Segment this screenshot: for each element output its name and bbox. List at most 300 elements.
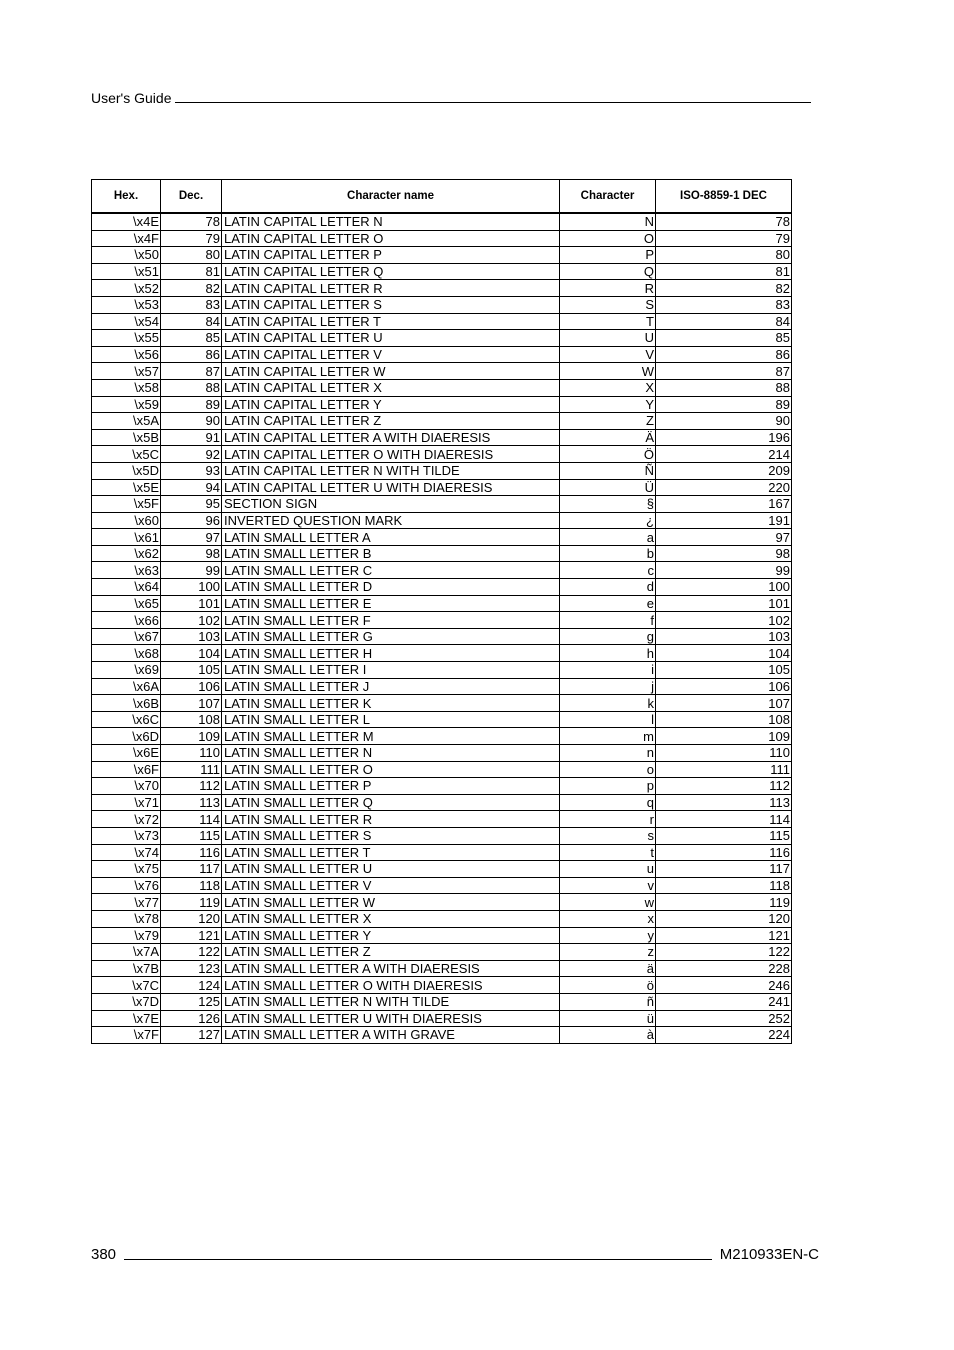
cell-iso-dec: 81	[656, 263, 792, 280]
cell-character-name: LATIN SMALL LETTER N WITH TILDE	[222, 993, 560, 1010]
cell-character: s	[560, 827, 656, 844]
cell-iso-dec: 101	[656, 595, 792, 612]
cell-dec: 103	[161, 628, 222, 645]
cell-character: k	[560, 695, 656, 712]
cell-hex: \x7A	[92, 944, 161, 961]
cell-hex: \x7C	[92, 977, 161, 994]
cell-character: p	[560, 778, 656, 795]
cell-character-name: LATIN SMALL LETTER S	[222, 827, 560, 844]
cell-hex: \x76	[92, 877, 161, 894]
cell-dec: 87	[161, 363, 222, 380]
cell-character: ö	[560, 977, 656, 994]
table-row	[92, 429, 792, 446]
cell-character: Q	[560, 263, 656, 280]
cell-character-name: LATIN SMALL LETTER A	[222, 529, 560, 546]
cell-iso-dec: 167	[656, 496, 792, 513]
cell-character: q	[560, 794, 656, 811]
cell-character: l	[560, 711, 656, 728]
table-row	[92, 745, 792, 762]
cell-character: t	[560, 844, 656, 861]
cell-iso-dec: 220	[656, 479, 792, 496]
cell-character-name: LATIN CAPITAL LETTER O WITH DIAERESIS	[222, 446, 560, 463]
cell-dec: 98	[161, 545, 222, 562]
cell-iso-dec: 98	[656, 545, 792, 562]
cell-character-name: LATIN SMALL LETTER N	[222, 745, 560, 762]
cell-character-name: LATIN CAPITAL LETTER W	[222, 363, 560, 380]
cell-hex: \x66	[92, 612, 161, 629]
table-row	[92, 595, 792, 612]
cell-character: Ä	[560, 429, 656, 446]
cell-character: ¿	[560, 512, 656, 529]
cell-character: b	[560, 545, 656, 562]
cell-dec: 96	[161, 512, 222, 529]
table-row	[92, 529, 792, 546]
cell-character-name: LATIN SMALL LETTER A WITH DIAERESIS	[222, 960, 560, 977]
table-row	[92, 462, 792, 479]
cell-iso-dec: 121	[656, 927, 792, 944]
cell-hex: \x62	[92, 545, 161, 562]
cell-iso-dec: 105	[656, 662, 792, 679]
cell-dec: 105	[161, 662, 222, 679]
cell-iso-dec: 252	[656, 1010, 792, 1027]
table-row	[92, 794, 792, 811]
cell-character-name: LATIN CAPITAL LETTER Y	[222, 396, 560, 413]
cell-character: n	[560, 745, 656, 762]
header-title: User's Guide	[91, 90, 172, 106]
cell-dec: 84	[161, 313, 222, 330]
cell-hex: \x7B	[92, 960, 161, 977]
cell-hex: \x53	[92, 296, 161, 313]
character-table	[91, 179, 792, 1044]
cell-hex: \x54	[92, 313, 161, 330]
table-row	[92, 628, 792, 645]
cell-dec: 78	[161, 213, 222, 230]
cell-character: a	[560, 529, 656, 546]
cell-character-name: LATIN CAPITAL LETTER Z	[222, 413, 560, 430]
cell-hex: \x52	[92, 280, 161, 297]
table-row	[92, 263, 792, 280]
cell-iso-dec: 107	[656, 695, 792, 712]
table-row	[92, 662, 792, 679]
cell-hex: \x58	[92, 379, 161, 396]
cell-character-name: LATIN CAPITAL LETTER T	[222, 313, 560, 330]
cell-hex: \x77	[92, 894, 161, 911]
table-row	[92, 778, 792, 795]
cell-character-name: LATIN SMALL LETTER I	[222, 662, 560, 679]
cell-hex: \x7F	[92, 1027, 161, 1044]
cell-character: i	[560, 662, 656, 679]
cell-hex: \x73	[92, 827, 161, 844]
cell-hex: \x56	[92, 346, 161, 363]
cell-character: z	[560, 944, 656, 961]
cell-character: S	[560, 296, 656, 313]
cell-character: Z	[560, 413, 656, 430]
cell-hex: \x7E	[92, 1010, 161, 1027]
cell-character-name: LATIN SMALL LETTER O	[222, 761, 560, 778]
cell-character: P	[560, 247, 656, 264]
table-row	[92, 711, 792, 728]
table-row	[92, 960, 792, 977]
cell-hex: \x51	[92, 263, 161, 280]
cell-dec: 113	[161, 794, 222, 811]
cell-character: V	[560, 346, 656, 363]
cell-dec: 107	[161, 695, 222, 712]
document-code: M210933EN-C	[719, 1246, 819, 1263]
cell-iso-dec: 114	[656, 811, 792, 828]
cell-iso-dec: 103	[656, 628, 792, 645]
cell-hex: \x7D	[92, 993, 161, 1010]
cell-hex: \x6A	[92, 678, 161, 695]
cell-character: Ü	[560, 479, 656, 496]
cell-iso-dec: 110	[656, 745, 792, 762]
cell-character: X	[560, 379, 656, 396]
cell-character-name: LATIN CAPITAL LETTER V	[222, 346, 560, 363]
table-header-row	[92, 180, 792, 214]
table-row	[92, 811, 792, 828]
table-row	[92, 944, 792, 961]
cell-character-name: LATIN SMALL LETTER G	[222, 628, 560, 645]
cell-iso-dec: 118	[656, 877, 792, 894]
cell-dec: 121	[161, 927, 222, 944]
cell-iso-dec: 88	[656, 379, 792, 396]
cell-dec: 83	[161, 296, 222, 313]
cell-iso-dec: 86	[656, 346, 792, 363]
cell-hex: \x75	[92, 861, 161, 878]
table-row	[92, 579, 792, 596]
table-row	[92, 910, 792, 927]
cell-hex: \x4E	[92, 213, 161, 230]
table-row	[92, 1010, 792, 1027]
cell-iso-dec: 209	[656, 462, 792, 479]
cell-iso-dec: 112	[656, 778, 792, 795]
cell-dec: 94	[161, 479, 222, 496]
cell-hex: \x5B	[92, 429, 161, 446]
cell-dec: 104	[161, 645, 222, 662]
column-header-character: Character	[560, 180, 656, 214]
cell-character: h	[560, 645, 656, 662]
cell-dec: 93	[161, 462, 222, 479]
cell-hex: \x5D	[92, 462, 161, 479]
cell-dec: 82	[161, 280, 222, 297]
cell-hex: \x5F	[92, 496, 161, 513]
table-row	[92, 280, 792, 297]
table-row	[92, 496, 792, 513]
cell-character: à	[560, 1027, 656, 1044]
page-footer	[91, 1243, 819, 1263]
cell-iso-dec: 85	[656, 330, 792, 347]
cell-dec: 111	[161, 761, 222, 778]
cell-character-name: LATIN SMALL LETTER F	[222, 612, 560, 629]
cell-hex: \x57	[92, 363, 161, 380]
cell-character: §	[560, 496, 656, 513]
cell-hex: \x78	[92, 910, 161, 927]
cell-character-name: SECTION SIGN	[222, 496, 560, 513]
cell-character: o	[560, 761, 656, 778]
table-row	[92, 512, 792, 529]
page-number: 380	[91, 1246, 117, 1263]
cell-iso-dec: 102	[656, 612, 792, 629]
cell-dec: 101	[161, 595, 222, 612]
cell-hex: \x60	[92, 512, 161, 529]
cell-iso-dec: 113	[656, 794, 792, 811]
cell-character: N	[560, 213, 656, 230]
cell-dec: 123	[161, 960, 222, 977]
table-row	[92, 379, 792, 396]
column-header-hex: Hex.	[92, 180, 161, 214]
cell-hex: \x5E	[92, 479, 161, 496]
cell-dec: 109	[161, 728, 222, 745]
table-row	[92, 612, 792, 629]
table-body	[92, 213, 792, 1043]
cell-iso-dec: 100	[656, 579, 792, 596]
column-header-iso-dec: ISO-8859-1 DEC	[656, 180, 792, 214]
cell-dec: 92	[161, 446, 222, 463]
cell-dec: 125	[161, 993, 222, 1010]
cell-dec: 100	[161, 579, 222, 596]
table-row	[92, 247, 792, 264]
table-row	[92, 363, 792, 380]
cell-character-name: INVERTED QUESTION MARK	[222, 512, 560, 529]
cell-character: w	[560, 894, 656, 911]
cell-character: x	[560, 910, 656, 927]
cell-character-name: LATIN CAPITAL LETTER A WITH DIAERESIS	[222, 429, 560, 446]
cell-iso-dec: 122	[656, 944, 792, 961]
cell-hex: \x59	[92, 396, 161, 413]
cell-character-name: LATIN CAPITAL LETTER N	[222, 213, 560, 230]
cell-dec: 102	[161, 612, 222, 629]
table-row	[92, 346, 792, 363]
cell-dec: 124	[161, 977, 222, 994]
cell-dec: 108	[161, 711, 222, 728]
cell-character: v	[560, 877, 656, 894]
table-row	[92, 894, 792, 911]
cell-iso-dec: 214	[656, 446, 792, 463]
cell-iso-dec: 246	[656, 977, 792, 994]
cell-hex: \x70	[92, 778, 161, 795]
cell-iso-dec: 117	[656, 861, 792, 878]
cell-character: ñ	[560, 993, 656, 1010]
cell-character-name: LATIN SMALL LETTER Z	[222, 944, 560, 961]
cell-dec: 81	[161, 263, 222, 280]
cell-dec: 122	[161, 944, 222, 961]
cell-character-name: LATIN SMALL LETTER C	[222, 562, 560, 579]
cell-character-name: LATIN SMALL LETTER R	[222, 811, 560, 828]
cell-hex: \x55	[92, 330, 161, 347]
table-row	[92, 446, 792, 463]
cell-iso-dec: 191	[656, 512, 792, 529]
cell-dec: 90	[161, 413, 222, 430]
cell-hex: \x5A	[92, 413, 161, 430]
table-row	[92, 861, 792, 878]
cell-character-name: LATIN CAPITAL LETTER N WITH TILDE	[222, 462, 560, 479]
cell-iso-dec: 79	[656, 230, 792, 247]
cell-iso-dec: 241	[656, 993, 792, 1010]
column-header-character-name: Character name	[222, 180, 560, 214]
cell-character: y	[560, 927, 656, 944]
cell-character: W	[560, 363, 656, 380]
cell-character-name: LATIN SMALL LETTER A WITH GRAVE	[222, 1027, 560, 1044]
cell-iso-dec: 104	[656, 645, 792, 662]
table-row	[92, 296, 792, 313]
cell-character: O	[560, 230, 656, 247]
cell-character: m	[560, 728, 656, 745]
cell-character-name: LATIN CAPITAL LETTER O	[222, 230, 560, 247]
cell-hex: \x6E	[92, 745, 161, 762]
cell-dec: 106	[161, 678, 222, 695]
cell-character-name: LATIN SMALL LETTER W	[222, 894, 560, 911]
cell-hex: \x67	[92, 628, 161, 645]
cell-character-name: LATIN CAPITAL LETTER S	[222, 296, 560, 313]
table-row	[92, 213, 792, 230]
cell-character: Y	[560, 396, 656, 413]
table-row	[92, 678, 792, 695]
cell-character-name: LATIN SMALL LETTER H	[222, 645, 560, 662]
table-row	[92, 396, 792, 413]
cell-hex: \x5C	[92, 446, 161, 463]
cell-iso-dec: 90	[656, 413, 792, 430]
cell-iso-dec: 99	[656, 562, 792, 579]
cell-iso-dec: 116	[656, 844, 792, 861]
cell-dec: 118	[161, 877, 222, 894]
cell-dec: 115	[161, 827, 222, 844]
table-row	[92, 761, 792, 778]
table-row	[92, 313, 792, 330]
cell-dec: 117	[161, 861, 222, 878]
cell-character-name: LATIN SMALL LETTER O WITH DIAERESIS	[222, 977, 560, 994]
cell-dec: 120	[161, 910, 222, 927]
table-row	[92, 993, 792, 1010]
cell-character-name: LATIN SMALL LETTER Q	[222, 794, 560, 811]
cell-iso-dec: 106	[656, 678, 792, 695]
cell-character: c	[560, 562, 656, 579]
cell-dec: 126	[161, 1010, 222, 1027]
cell-hex: \x4F	[92, 230, 161, 247]
table-row	[92, 330, 792, 347]
cell-iso-dec: 120	[656, 910, 792, 927]
cell-character: r	[560, 811, 656, 828]
cell-hex: \x50	[92, 247, 161, 264]
cell-character: T	[560, 313, 656, 330]
cell-character-name: LATIN CAPITAL LETTER X	[222, 379, 560, 396]
cell-character-name: LATIN SMALL LETTER J	[222, 678, 560, 695]
cell-hex: \x65	[92, 595, 161, 612]
table-row	[92, 927, 792, 944]
cell-dec: 79	[161, 230, 222, 247]
cell-dec: 86	[161, 346, 222, 363]
cell-character: f	[560, 612, 656, 629]
cell-iso-dec: 115	[656, 827, 792, 844]
header-rule	[175, 102, 811, 103]
cell-character-name: LATIN CAPITAL LETTER P	[222, 247, 560, 264]
cell-hex: \x74	[92, 844, 161, 861]
cell-hex: \x6D	[92, 728, 161, 745]
cell-character-name: LATIN CAPITAL LETTER R	[222, 280, 560, 297]
cell-hex: \x61	[92, 529, 161, 546]
table-row	[92, 844, 792, 861]
cell-character-name: LATIN SMALL LETTER M	[222, 728, 560, 745]
cell-character: j	[560, 678, 656, 695]
cell-iso-dec: 109	[656, 728, 792, 745]
cell-iso-dec: 84	[656, 313, 792, 330]
table-row	[92, 695, 792, 712]
cell-character-name: LATIN CAPITAL LETTER U	[222, 330, 560, 347]
cell-character-name: LATIN SMALL LETTER P	[222, 778, 560, 795]
cell-character: Ñ	[560, 462, 656, 479]
cell-character-name: LATIN SMALL LETTER X	[222, 910, 560, 927]
table-row	[92, 877, 792, 894]
cell-iso-dec: 119	[656, 894, 792, 911]
table-row	[92, 1027, 792, 1044]
cell-hex: \x72	[92, 811, 161, 828]
cell-character-name: LATIN SMALL LETTER E	[222, 595, 560, 612]
cell-hex: \x6C	[92, 711, 161, 728]
table-row	[92, 645, 792, 662]
cell-dec: 91	[161, 429, 222, 446]
table-row	[92, 562, 792, 579]
table-row	[92, 827, 792, 844]
cell-character-name: LATIN SMALL LETTER V	[222, 877, 560, 894]
table-row	[92, 479, 792, 496]
cell-character-name: LATIN SMALL LETTER L	[222, 711, 560, 728]
table-row	[92, 977, 792, 994]
cell-hex: \x79	[92, 927, 161, 944]
cell-dec: 119	[161, 894, 222, 911]
cell-character: d	[560, 579, 656, 596]
cell-character-name: LATIN SMALL LETTER T	[222, 844, 560, 861]
cell-hex: \x64	[92, 579, 161, 596]
cell-dec: 85	[161, 330, 222, 347]
cell-hex: \x68	[92, 645, 161, 662]
cell-hex: \x71	[92, 794, 161, 811]
table-row	[92, 728, 792, 745]
cell-character-name: LATIN SMALL LETTER B	[222, 545, 560, 562]
cell-dec: 116	[161, 844, 222, 861]
cell-character: e	[560, 595, 656, 612]
cell-hex: \x6B	[92, 695, 161, 712]
cell-iso-dec: 87	[656, 363, 792, 380]
cell-character: U	[560, 330, 656, 347]
cell-dec: 97	[161, 529, 222, 546]
cell-character-name: LATIN CAPITAL LETTER Q	[222, 263, 560, 280]
column-header-dec: Dec.	[161, 180, 222, 214]
cell-character: u	[560, 861, 656, 878]
cell-hex: \x69	[92, 662, 161, 679]
cell-dec: 89	[161, 396, 222, 413]
cell-hex: \x6F	[92, 761, 161, 778]
cell-dec: 95	[161, 496, 222, 513]
cell-dec: 127	[161, 1027, 222, 1044]
cell-character: R	[560, 280, 656, 297]
cell-character: ä	[560, 960, 656, 977]
cell-dec: 110	[161, 745, 222, 762]
cell-iso-dec: 80	[656, 247, 792, 264]
cell-character-name: LATIN SMALL LETTER Y	[222, 927, 560, 944]
table-row	[92, 545, 792, 562]
cell-dec: 99	[161, 562, 222, 579]
cell-iso-dec: 82	[656, 280, 792, 297]
cell-iso-dec: 108	[656, 711, 792, 728]
footer-rule	[124, 1259, 712, 1260]
cell-character: g	[560, 628, 656, 645]
cell-hex: \x63	[92, 562, 161, 579]
cell-character-name: LATIN SMALL LETTER U	[222, 861, 560, 878]
cell-iso-dec: 83	[656, 296, 792, 313]
cell-character-name: LATIN CAPITAL LETTER U WITH DIAERESIS	[222, 479, 560, 496]
table-row	[92, 413, 792, 430]
table-row	[92, 230, 792, 247]
cell-character: ü	[560, 1010, 656, 1027]
cell-dec: 112	[161, 778, 222, 795]
